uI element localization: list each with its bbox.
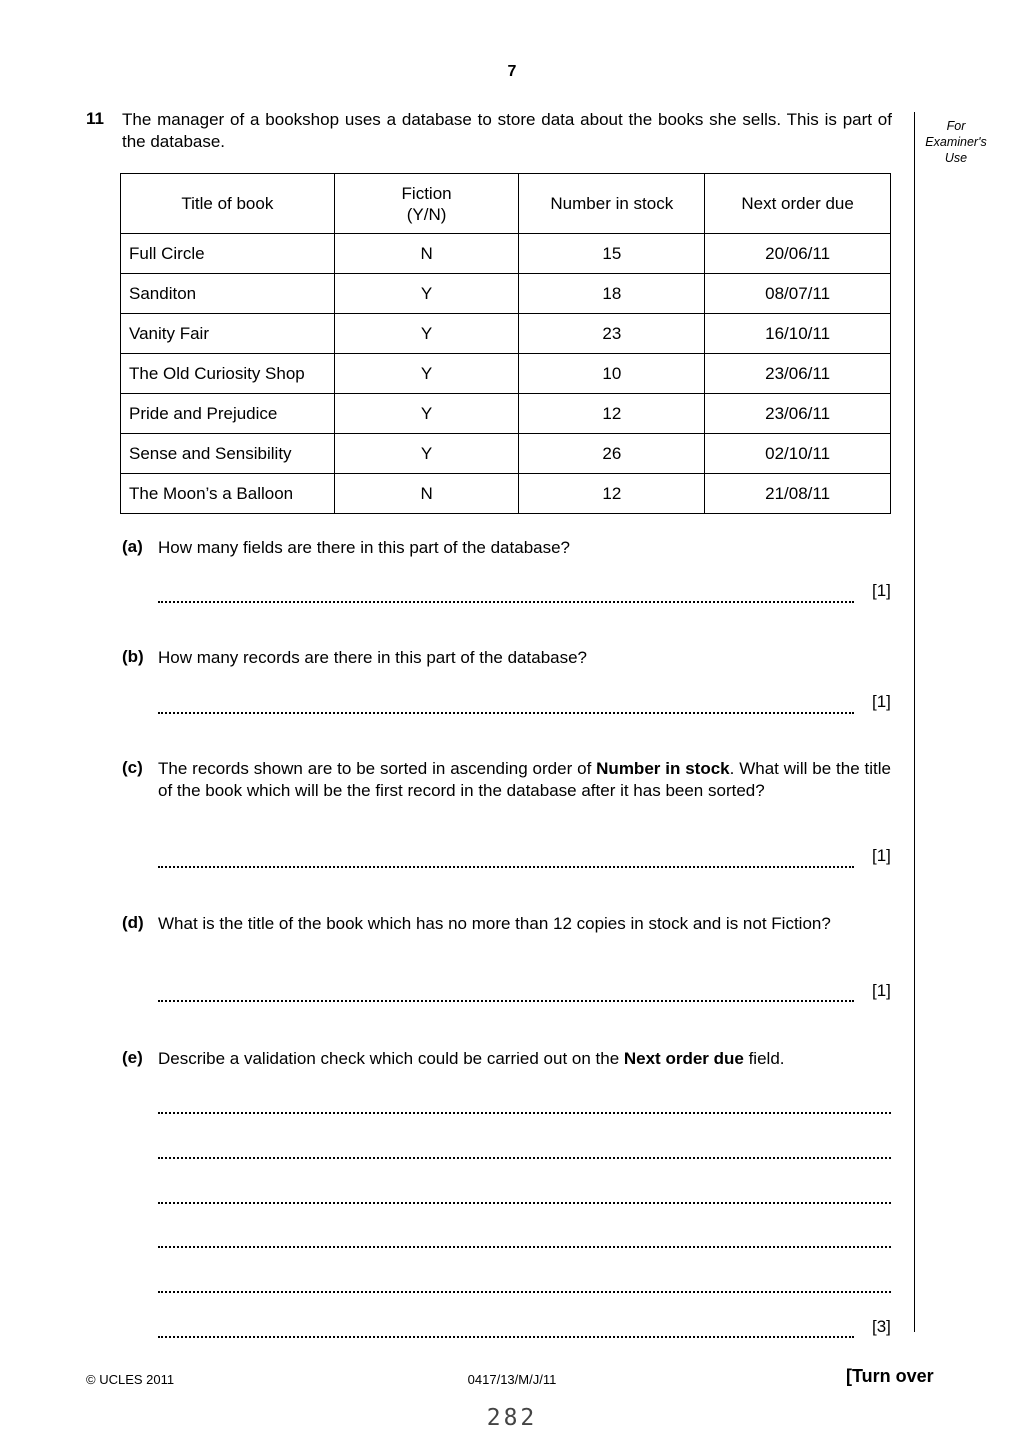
part-c-text-before: The records shown are to be sorted in ascending order of [158, 759, 597, 778]
part-e-answer-line[interactable] [158, 1246, 891, 1248]
header-fiction-yn: (Y/N) [406, 204, 447, 224]
part-d-answer-line[interactable] [158, 1000, 854, 1002]
cell-title: Vanity Fair [121, 314, 335, 354]
paper-code: 0417/13/M/J/11 [467, 1372, 557, 1387]
part-d-question: What is the title of the book which has no more than 12 copies in stock and is not Fiction? [158, 914, 831, 933]
cell-fiction: Y [334, 274, 519, 314]
cell-fiction: N [334, 234, 519, 274]
cell-due: 16/10/11 [705, 314, 891, 354]
page-stamp: 282 [486, 1405, 538, 1431]
part-b-question: How many records are there in this part of the database? [158, 648, 588, 667]
cell-stock: 26 [519, 434, 705, 474]
part-e-label: (e) [122, 1048, 143, 1067]
part-c-label: (c) [122, 758, 143, 777]
cell-due: 08/07/11 [705, 274, 891, 314]
cell-title: Sanditon [121, 274, 335, 314]
part-e-answer-line[interactable] [158, 1291, 891, 1293]
cell-stock: 15 [519, 234, 705, 274]
part-e-text-after: field. [743, 1049, 785, 1068]
cell-due: 02/10/11 [705, 434, 891, 474]
cell-stock: 12 [519, 394, 705, 434]
table-header-row [121, 174, 891, 234]
part-e-mark: [3] [872, 1317, 891, 1336]
cell-fiction: Y [334, 434, 519, 474]
cell-title: Pride and Prejudice [121, 394, 335, 434]
books-table [120, 173, 891, 514]
page-number: 7 [507, 63, 517, 80]
cell-title: Sense and Sensibility [121, 434, 335, 474]
table-row [121, 354, 891, 394]
table-row [121, 434, 891, 474]
part-d-label: (d) [122, 913, 144, 932]
table-row [121, 234, 891, 274]
part-b-mark: [1] [872, 692, 891, 711]
part-e-text-before: Describe a validation check which could be carried out on the [158, 1049, 624, 1068]
cell-due: 21/08/11 [705, 474, 891, 514]
header-next-order-due: Next order due [705, 174, 891, 234]
cell-fiction: Y [334, 354, 519, 394]
examiner-note-line: For [946, 119, 966, 133]
table-row [121, 394, 891, 434]
header-fiction-label: Fiction [401, 183, 452, 203]
turn-over: [Turn over [846, 1366, 934, 1386]
header-fiction [334, 174, 519, 234]
part-d-mark: [1] [872, 981, 891, 1000]
cell-fiction: Y [334, 394, 519, 434]
part-a-mark: [1] [872, 581, 891, 600]
part-c-question [158, 758, 891, 802]
copyright: © UCLES 2011 [86, 1372, 175, 1387]
examiner-note-line: Examiner's [925, 135, 987, 149]
part-a-answer-line[interactable] [158, 601, 854, 603]
part-b-answer-line[interactable] [158, 712, 854, 714]
cell-stock: 18 [519, 274, 705, 314]
cell-due: 23/06/11 [705, 354, 891, 394]
part-c-answer-line[interactable] [158, 866, 854, 868]
part-e-answer-line[interactable] [158, 1202, 891, 1204]
part-c-mark: [1] [872, 846, 891, 865]
cell-title: The Moon’s a Balloon [121, 474, 335, 514]
question-intro: The manager of a bookshop uses a database to store data about the books she sells. This is part of the database. [122, 110, 892, 151]
part-e-question [158, 1048, 891, 1070]
table-row [121, 474, 891, 514]
cell-fiction: Y [334, 314, 519, 354]
examiner-note-line: Use [944, 151, 968, 165]
part-a-label: (a) [122, 537, 143, 556]
cell-stock: 23 [519, 314, 705, 354]
cell-title: The Old Curiosity Shop [121, 354, 335, 394]
part-c-field-name: Number in stock [596, 759, 730, 778]
part-e-field-name: Next order due [623, 1049, 744, 1068]
part-a-question: How many fields are there in this part of the database? [158, 538, 571, 557]
question-number: 11 [86, 109, 104, 128]
part-e-answer-line[interactable] [158, 1336, 854, 1338]
part-c-text-after: . What will be the title of the book which will be the first record in the database after it has been sorted? [158, 759, 891, 800]
cell-stock: 12 [519, 474, 705, 514]
part-b-label: (b) [122, 647, 144, 666]
cell-stock: 10 [519, 354, 705, 394]
cell-due: 20/06/11 [705, 234, 891, 274]
part-e-answer-line[interactable] [158, 1157, 891, 1159]
examiner-margin-rule [914, 112, 915, 1332]
header-title-of-book: Title of book [121, 174, 335, 234]
table-row [121, 314, 891, 354]
part-e-answer-line[interactable] [158, 1112, 891, 1114]
cell-fiction: N [334, 474, 519, 514]
cell-title: Full Circle [121, 234, 335, 274]
examiner-use-note [918, 118, 994, 166]
header-number-in-stock: Number in stock [519, 174, 705, 234]
cell-due: 23/06/11 [705, 394, 891, 434]
table-row [121, 274, 891, 314]
